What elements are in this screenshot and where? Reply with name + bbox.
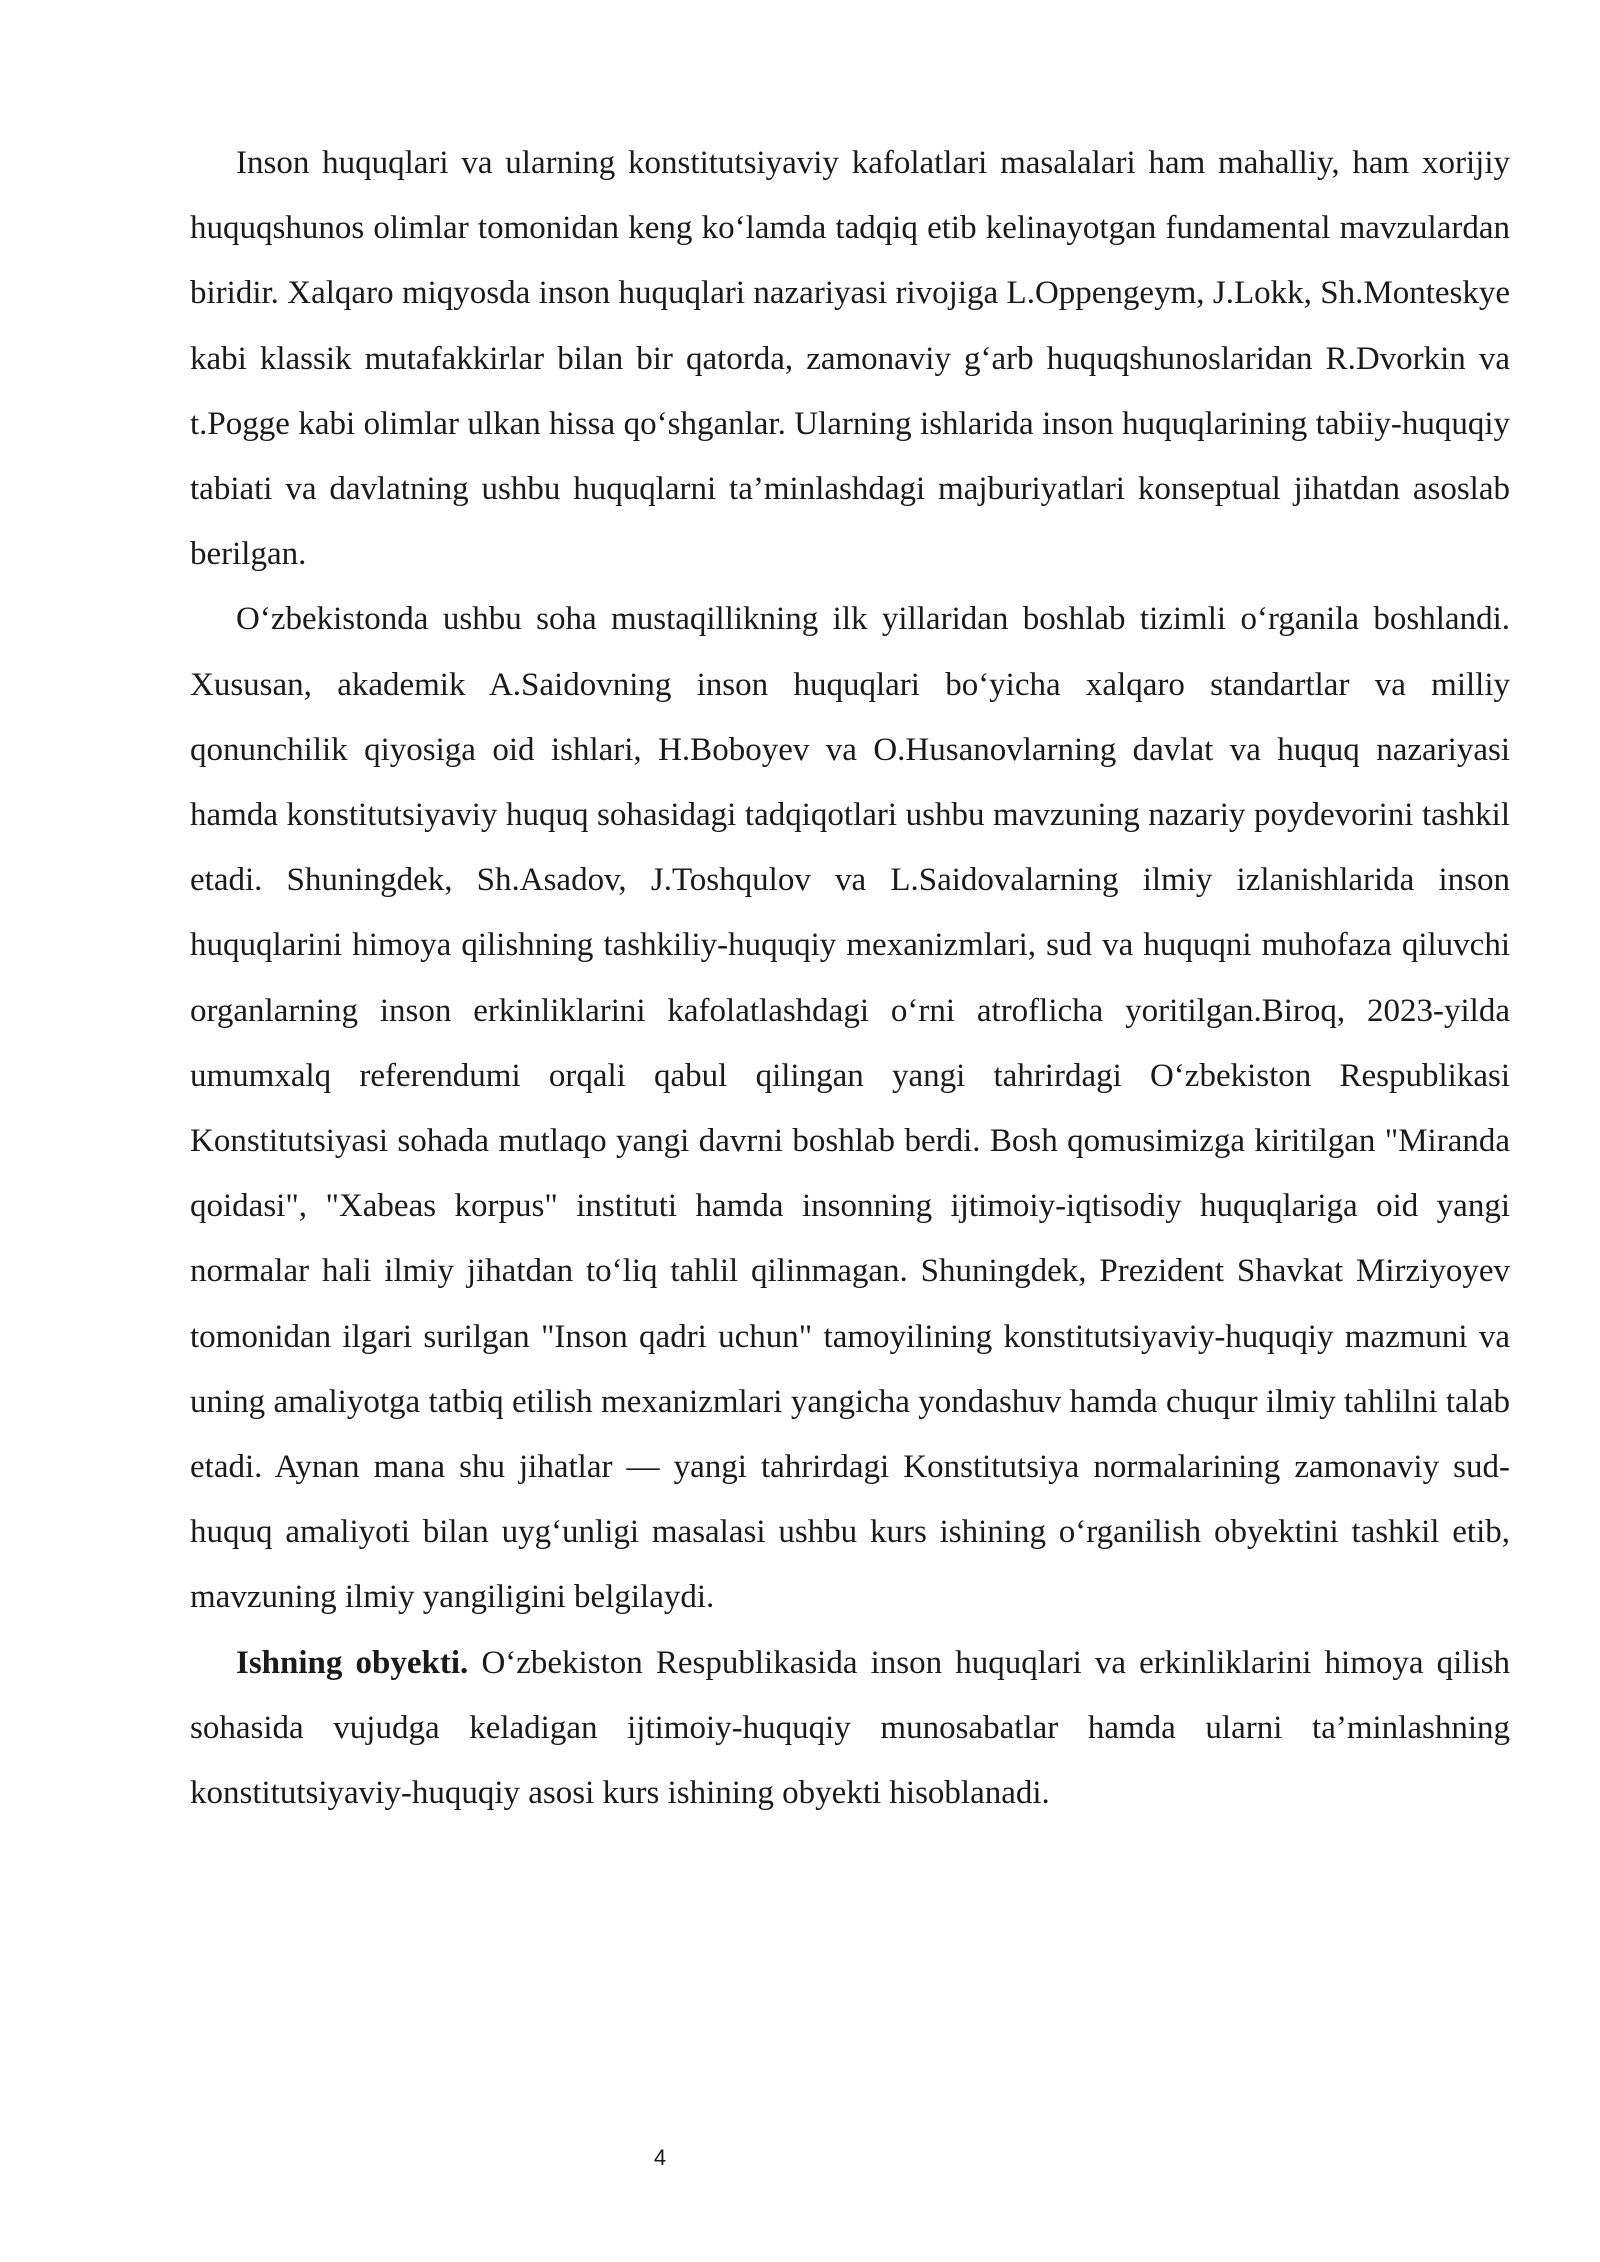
body-text: [190, 131, 1510, 1826]
paragraph-text: O‘zbekiston Respublikasida inson huquqlari va erkinliklarini himoya qilish sohasida vujudga keladigan ijtimoiy-huquqiy munosabatlar hamda ularni ta’minlashning konstitutsiyaviy-huquqiy asosi kurs ishining obyekti hisoblanadi.: [190, 1644, 1510, 1812]
paragraph-literature-uzbek: [190, 587, 1510, 1630]
paragraph-research-object: [190, 1631, 1510, 1827]
page-number: 4: [653, 2145, 667, 2170]
paragraph-text: O‘zbekistonda ushbu soha mustaqillikning ilk yillaridan boshlab tizimli o‘rganila boshlandi. Xususan, akademik A.Saidovning inson huquqlari bo‘yicha xalqaro standartlar va milliy qonunchilik qiyosiga oid ishlari, H.Boboyev va O.Husanovlarning davlat va huquq nazariyasi hamda konstitutsiyaviy huquq sohasidagi tadqiqotlari ushbu mavzuning nazariy poydevorini tashkil etadi. Shuningdek, Sh.Asadov, J.Toshqulov va L.Saidovalarning ilmiy izlanishlarida inson huquqlarini himoya qilishning tashkiliy-huquqiy mexanizmlari, sud va huquqni muhofaza qiluvchi organlarning inson erkinliklarini kafolatlashdagi o‘rni atroflicha yoritilgan.Biroq, 2023-yilda umumxalq referendumi orqali qabul qilingan yangi tahrirdagi O‘zbekiston Respublikasi Konstitutsiyasi sohada mutlaqo yangi davrni boshlab berdi. Bosh qomusimizga kiritilgan "Miranda qoidasi", "Xabeas korpus" instituti hamda insonning ijtimoiy-iqtisodiy huquqlariga oid yangi normalar hali ilmiy jihatdan to‘liq tahlil qilinmagan. Shuningdek, Prezident Shavkat Mirziyoyev tomonidan ilgari surilgan "Inson qadri uchun" tamoyilining konstitutsiyaviy-huquqiy mazmuni va uning amaliyotga tatbiq etilish mexanizmlari yangicha yondashuv hamda chuqur ilmiy tahlilni talab etadi. Aynan mana shu jihatlar — yangi tahrirdagi Konstitutsiya normalarining zamonaviy sud-huquq amaliyoti bilan uyg‘unligi masalasi ushbu kurs ishining o‘rganilish obyektini tashkil etib, mavzuning ilmiy yangiligini belgilaydi.: [190, 601, 1510, 1616]
paragraph-literature-foreign: [190, 131, 1510, 587]
paragraph-text: Inson huquqlari va ularning konstitutsiyaviy kafolatlari masalalari ham mahalliy, ham xorijiy huquqshunos olimlar tomonidan keng ko‘lamda tadqiq etib kelinayotgan fundamental mavzulardan biridir. Xalqaro miqyosda inson huquqlari nazariyasi rivojiga L.Oppengeym, J.Lokk, Sh.Monteskye kabi klassik mutafakkirlar bilan bir qatorda, zamonaviy g‘arb huquqshunoslaridan R.Dvorkin va t.Pogge kabi olimlar ulkan hissa qo‘shganlar. Ularning ishlarida inson huquqlarining tabiiy-huquqiy tabiati va davlatning ushbu huquqlarni ta’minlashdagi majburiyatlari konseptual jihatdan asoslab berilgan.: [190, 145, 1510, 573]
paragraph-lead-heading: Ishning obyekti.: [236, 1644, 469, 1681]
